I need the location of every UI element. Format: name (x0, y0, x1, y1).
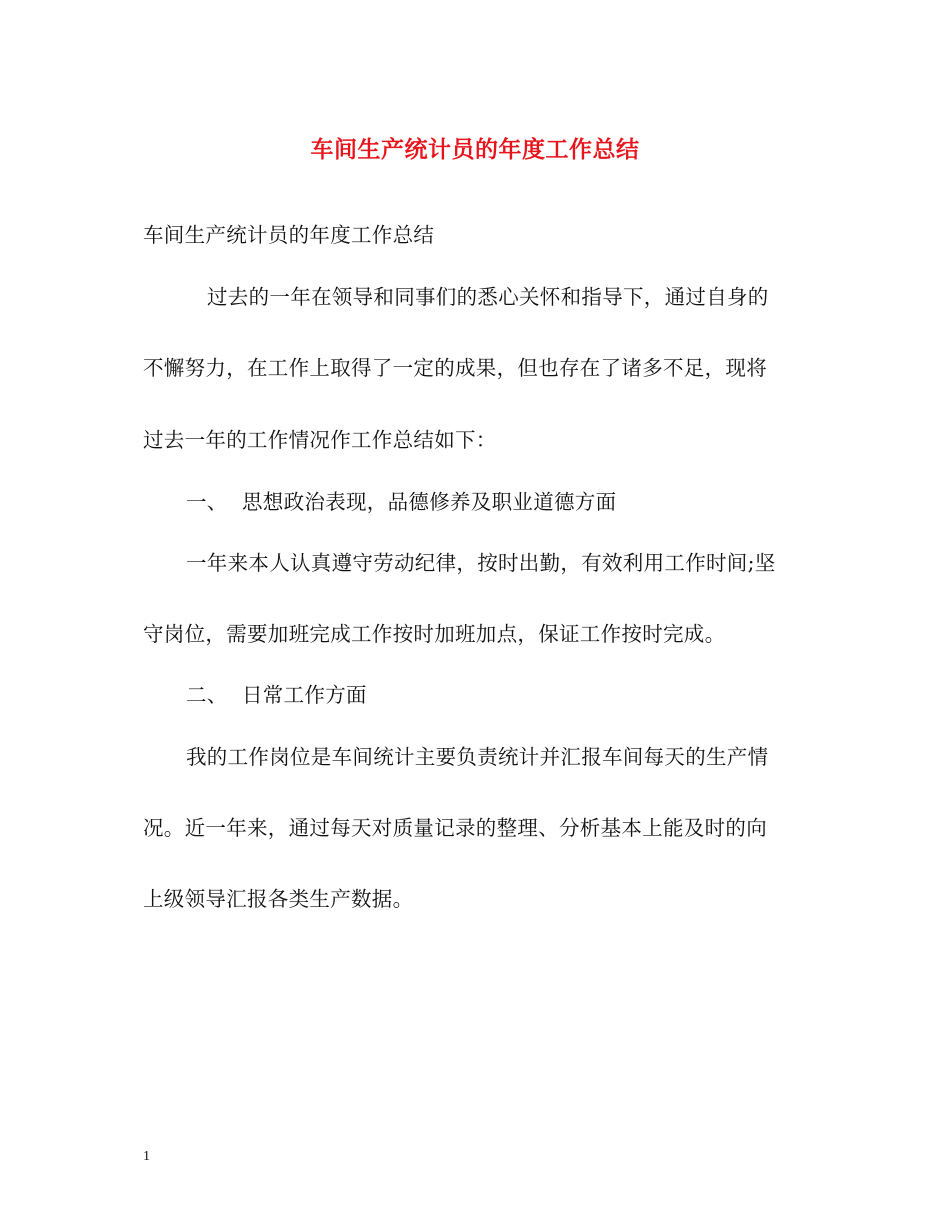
section-2-number: 二、 (186, 683, 228, 707)
document-subtitle: 车间生产统计员的年度工作总结 (143, 223, 435, 247)
intro-line-3: 过去一年的工作情况作工作总结如下： (143, 428, 497, 452)
section-2-line-2: 况。近一年来，通过每天对质量记录的整理、分析基本上能及时的向 (143, 816, 767, 840)
section-1-line-1: 一年来本人认真遵守劳动纪律，按时出勤，有效利用工作时间;坚 (186, 551, 776, 575)
section-2-line-3: 上级领导汇报各类生产数据。 (143, 887, 414, 911)
document-title: 车间生产统计员的年度工作总结 (310, 136, 640, 163)
intro-line-2: 不懈努力，在工作上取得了一定的成果，但也存在了诸多不足，现将 (143, 356, 767, 380)
page-number: 1 (143, 1149, 150, 1164)
section-1-line-2: 守岗位，需要加班完成工作按时加班加点，保证工作按时完成。 (143, 622, 726, 646)
section-1-number: 一、 (186, 490, 228, 514)
section-1-heading-text: 思想政治表现，品德修养及职业道德方面 (242, 490, 617, 514)
section-1-heading (186, 487, 616, 517)
section-2-heading-text: 日常工作方面 (242, 683, 367, 707)
intro-line-1: 过去的一年在领导和同事们的悉心关怀和指导下，通过自身的 (207, 285, 769, 309)
section-2-line-1: 我的工作岗位是车间统计主要负责统计并汇报车间每天的生产情 (186, 745, 769, 769)
section-2-heading (186, 680, 367, 710)
